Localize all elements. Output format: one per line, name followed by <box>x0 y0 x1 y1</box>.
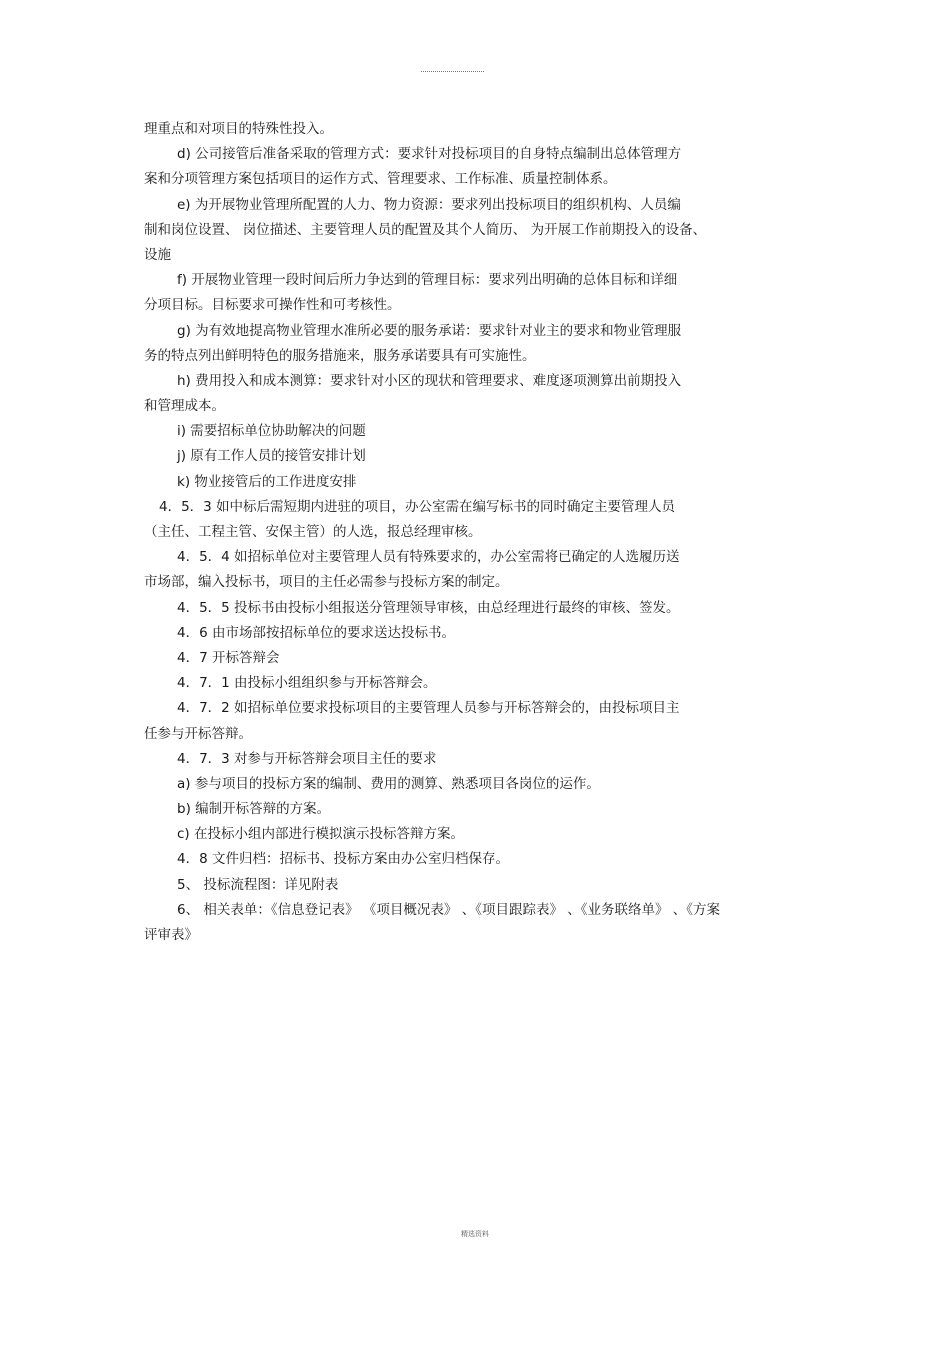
text-line: 理重点和对项目的特殊性投入。 <box>144 121 333 137</box>
text-line: b) 编制开标答辩的方案。 <box>177 801 331 818</box>
footer-watermark: 精选资料 <box>461 1230 489 1238</box>
text-line: 案和分项管理方案包括项目的运作方式、管理要求、工作标准、质量控制体系。 <box>144 171 617 188</box>
text-line: 5、 投标流程图：详见附表 <box>177 876 339 893</box>
header-rule <box>421 71 484 72</box>
text-line: 任参与开标答辩。 <box>144 725 252 742</box>
text-line: 设施 <box>144 246 171 263</box>
document-body <box>144 117 814 948</box>
text-line: k) 物业接管后的工作进度安排 <box>177 473 357 490</box>
text-line: f) 开展物业管理一段时间后所力争达到的管理目标：要求列出明确的总体目标和详细 <box>177 272 678 289</box>
text-line: h) 费用投入和成本测算：要求针对小区的现状和管理要求、难度逐项测算出前期投入 <box>177 372 682 389</box>
text-line: 市场部，编入投标书，项目的主任必需参与投标方案的制定。 <box>144 574 509 591</box>
text-line: 务的特点列出鲜明特色的服务措施来，服务承诺要具有可实施性。 <box>144 347 536 364</box>
text-line: 4．7．3 对参与开标答辩会项目主任的要求 <box>177 750 437 767</box>
text-line: j) 原有工作人员的接管安排计划 <box>177 448 366 465</box>
text-line: 4．5．3 如中标后需短期内进驻的项目，办公室需在编写标书的同时确定主要管理人员 <box>159 498 676 515</box>
text-line: c) 在投标小组内部进行模拟演示投标答辩方案。 <box>177 826 464 843</box>
text-line: a) 参与项目的投标方案的编制、费用的测算、熟悉项目各岗位的运作。 <box>177 775 600 792</box>
text-line: 4．7．2 如招标单位要求投标项目的主要管理人员参与开标答辩会的，由投标项目主 <box>177 700 680 717</box>
text-line: e) 为开展物业管理所配置的人力、物力资源：要求列出投标项目的组织机构、人员编 <box>177 196 681 213</box>
text-line: 4．8 文件归档：招标书、投标方案由办公室归档保存。 <box>177 851 509 868</box>
text-line: 制和岗位设置、 岗位描述、主要管理人员的配置及其个人简历、 为开展工作前期投入的设备、 <box>144 221 707 238</box>
text-line: 分项目标。目标要求可操作性和可考核性。 <box>144 297 401 314</box>
text-line: g) 为有效地提高物业管理水准所必要的服务承诺：要求针对业主的要求和物业管理服 <box>177 322 682 339</box>
text-line: 和管理成本。 <box>144 398 225 415</box>
text-line: （主任、工程主管、安保主管）的人选，报总经理审核。 <box>144 524 482 540</box>
text-line: 4．7．1 由投标小组组织参与开标答辩会。 <box>177 675 437 692</box>
text-line: i) 需要招标单位协助解决的问题 <box>177 423 366 440</box>
text-line: 4．7 开标答辩会 <box>177 649 280 666</box>
text-line: 6、 相关表单：《信息登记表》 《项目概况表》 、《项目跟踪表》 、《业务联络单》 、《方案 <box>177 901 721 918</box>
text-line: 评审表》 <box>144 927 198 943</box>
text-line: 4．5．5 投标书由投标小组报送分管理领导审核，由总经理进行最终的审核、签发。 <box>177 599 680 616</box>
text-line: 4．6 由市场部按招标单位的要求送达投标书。 <box>177 624 455 641</box>
text-line: d) 公司接管后准备采取的管理方式：要求针对投标项目的自身特点编制出总体管理方 <box>177 146 682 163</box>
text-line: 4．5．4 如招标单位对主要管理人员有特殊要求的，办公室需将已确定的人选履历送 <box>177 549 680 566</box>
